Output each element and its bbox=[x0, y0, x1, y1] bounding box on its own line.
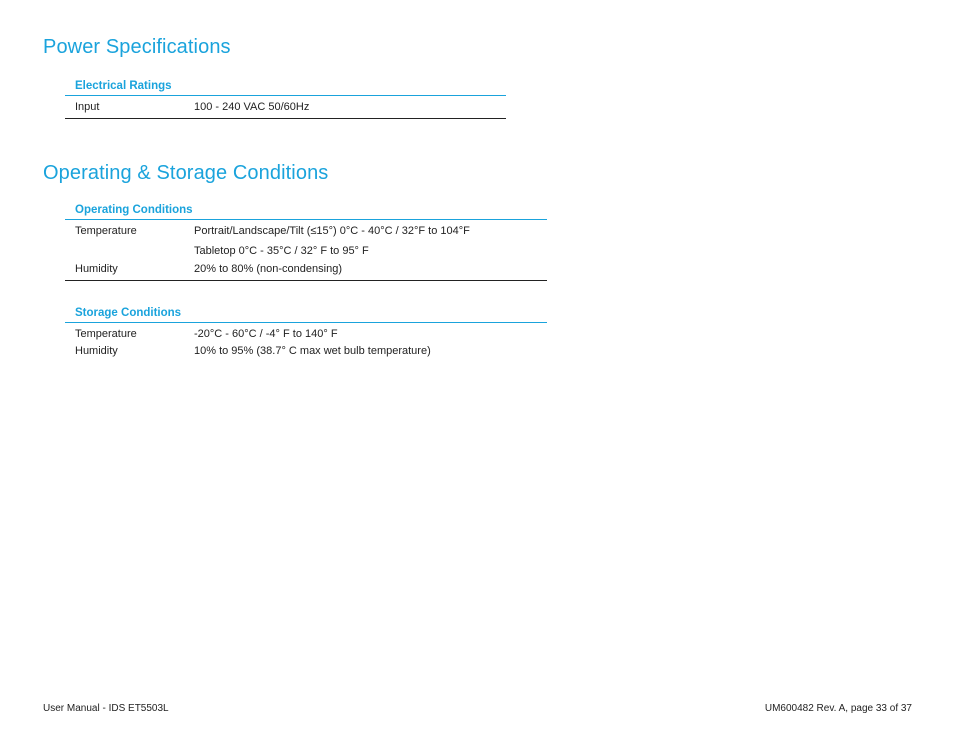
power-specifications-title: Power Specifications bbox=[43, 36, 231, 58]
table-row bbox=[65, 344, 547, 358]
spec-value: 20% to 80% (non-condensing) bbox=[194, 263, 342, 275]
table-row bbox=[65, 323, 547, 344]
spec-value: Tabletop 0°C - 35°C / 32° F to 95° F bbox=[194, 245, 369, 257]
spec-label: Temperature bbox=[75, 328, 137, 340]
spec-value: Portrait/Landscape/Tilt (≤15°) 0°C - 40°C / 32°F to 104°F bbox=[194, 225, 470, 237]
table-row bbox=[65, 220, 547, 240]
spec-label: Humidity bbox=[75, 345, 118, 357]
spec-label: Input bbox=[75, 101, 100, 113]
storage-conditions-block bbox=[65, 306, 547, 358]
footer-document-name: User Manual - IDS ET5503L bbox=[43, 703, 169, 714]
electrical-ratings-heading: Electrical Ratings bbox=[65, 79, 506, 96]
electrical-ratings-table bbox=[65, 96, 506, 118]
operating-conditions-table bbox=[65, 220, 547, 280]
spec-value: 100 - 240 VAC 50/60Hz bbox=[194, 101, 310, 113]
table-row bbox=[65, 262, 547, 280]
spec-value: -20°C - 60°C / -4° F to 140° F bbox=[194, 328, 338, 340]
operating-storage-conditions-title: Operating & Storage Conditions bbox=[43, 162, 329, 184]
table-row bbox=[65, 96, 506, 118]
storage-conditions-table bbox=[65, 323, 547, 358]
operating-conditions-heading: Operating Conditions bbox=[65, 203, 547, 220]
spec-label: Temperature bbox=[75, 225, 137, 237]
spec-label bbox=[65, 240, 194, 262]
spec-value: 10% to 95% (38.7° C max wet bulb temperature) bbox=[194, 345, 431, 357]
table-row bbox=[65, 240, 547, 262]
footer-page-number: UM600482 Rev. A, page 33 of 37 bbox=[764, 703, 912, 714]
operating-conditions-block bbox=[65, 203, 547, 281]
electrical-ratings-block bbox=[65, 79, 506, 119]
storage-conditions-heading: Storage Conditions bbox=[65, 306, 547, 323]
spec-label: Humidity bbox=[75, 263, 118, 275]
